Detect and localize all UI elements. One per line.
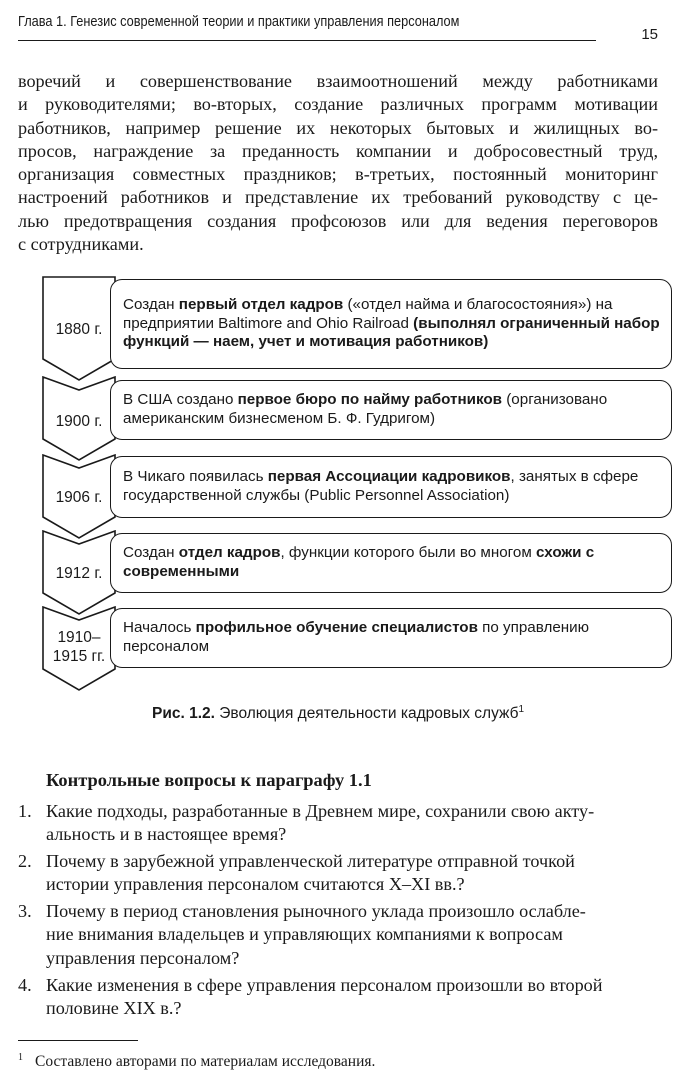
question-number: 2. (18, 851, 32, 871)
event-text (123, 544, 661, 581)
question-item (18, 800, 658, 847)
question-line: Какие подходы, разработанные в Древнем мире, сохранили свою акту- (46, 801, 595, 821)
question-number: 4. (18, 975, 32, 995)
event-text-part: (организовано американским бизнесменом Б. Ф. Гудригом) (123, 391, 608, 427)
event-text-bold: профильное обучение специалистов (195, 619, 478, 637)
event-box (110, 533, 672, 593)
question-text (46, 850, 658, 897)
footnote (18, 1052, 375, 1071)
question-line: Какие изменения в сфере управления персоналом произошли во второй (46, 975, 603, 995)
figure-label: Рис. 1.2. (151, 705, 215, 723)
question-line: альность и в настоящее время? (46, 824, 287, 845)
body-line: организация совместных праздников; в-третьих, постоянный мониторинг (18, 164, 658, 185)
question-line: управления персоналом? (46, 947, 240, 968)
event-text-part: Создан (123, 296, 179, 314)
event-box (110, 456, 672, 518)
body-line: настроений работников и представление их требований руководству с це- (18, 187, 658, 208)
year-label-line: 1910– (57, 629, 101, 646)
body-line: воречий и совершенствование взаимоотношений между работниками (18, 71, 658, 91)
footnote-mark: 1 (18, 1052, 23, 1063)
event-text-part: Создан (123, 544, 179, 562)
event-text-part: Началось (123, 619, 196, 637)
body-line: и руководителями; во-вторых, создание различных программ мотивации (18, 94, 658, 115)
question-line: истории управления персоналом считаются X–XI вв.? (46, 874, 465, 895)
event-text-bold: (выполнял ограниченный набор функций — наем, учет и мотивация работников) (123, 314, 660, 351)
event-text-bold: первый отдел кадров (178, 296, 344, 314)
question-line: Почему в зарубежной управленческой литературе отправной точкой (46, 851, 575, 871)
question-number: 3. (18, 901, 32, 921)
event-text-part: , занятых в сфере государственной службы (Public Personnel Association) (123, 468, 639, 504)
event-text-bold: первая Ассоциации кадровиков (267, 468, 511, 486)
question-line: половине XIX в.? (46, 998, 182, 1019)
year-label: 1900 г. (55, 413, 103, 430)
event-text-part: В США создано (123, 391, 238, 409)
questions-heading: Контрольные вопросы к параграфу 1.1 (46, 770, 372, 790)
question-item (18, 974, 658, 1021)
body-line: работников, например решение их некоторых бытовых и жилищных во- (18, 117, 658, 138)
body-line: лью предотвращения создания профсоюзов или для ведения переговоров (18, 210, 658, 231)
event-box (110, 279, 672, 369)
question-item (18, 850, 658, 897)
header-rule (18, 40, 596, 41)
year-label: 1912 г. (55, 565, 103, 582)
question-item (18, 900, 658, 970)
event-text-part: , функции которого были во многом (280, 544, 537, 562)
event-text-bold: отдел кадров (178, 544, 281, 562)
event-text (123, 619, 661, 656)
question-line: ние внимания владельцев и управляющих компаниями к вопросам (46, 924, 563, 945)
body-paragraph (18, 70, 658, 256)
event-text (123, 468, 661, 505)
footnote-text: Составлено авторами по материалам исследования. (35, 1053, 376, 1071)
year-label (42, 628, 116, 666)
event-text (123, 391, 661, 428)
question-line: Почему в период становления рыночного уклада произошло ослабле- (46, 901, 586, 921)
chapter-title: Глава 1. Генезис современной теории и практики управления персоналом (18, 14, 460, 30)
body-line: с сотрудниками. (18, 234, 144, 255)
event-box (110, 608, 672, 668)
event-text (123, 296, 661, 352)
event-text-bold: схожи с современными (123, 544, 595, 580)
question-text (46, 900, 658, 970)
footnote-reference: 1 (518, 704, 525, 715)
year-label: 1880 г. (55, 321, 103, 338)
event-text-part: по управлению персоналом (123, 619, 590, 655)
event-box (110, 380, 672, 440)
figure-caption-text: Эволюция деятельности кадровых служб (214, 705, 519, 723)
body-line: просов, награждение за преданность компании и добросовестный труд, (18, 140, 658, 161)
question-number: 1. (18, 801, 32, 821)
footnote-rule (18, 1040, 138, 1041)
page-number: 15 (641, 26, 658, 43)
running-header (18, 14, 598, 46)
year-label-line: 1915 гг. (52, 648, 106, 665)
question-text (46, 800, 658, 847)
question-text (46, 974, 658, 1021)
figure-caption (0, 704, 676, 723)
event-text-bold: первое бюро по найму работников (237, 391, 503, 409)
year-label: 1906 г. (55, 489, 103, 506)
event-text-part: В Чикаго появилась (123, 468, 268, 486)
event-text-part: («отдел найма и благосостояния») на предприятии Baltimore and Ohio Railroad (123, 296, 613, 332)
